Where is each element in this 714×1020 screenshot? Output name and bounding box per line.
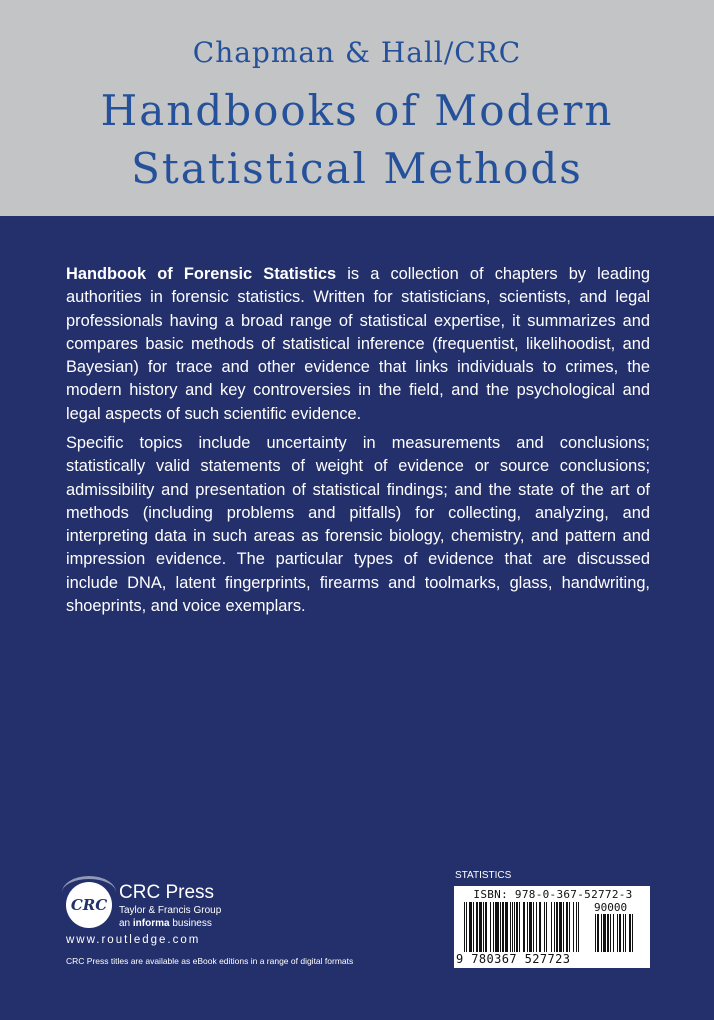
barcode-bar [512,902,513,952]
barcode-bar [625,914,626,952]
publisher-group: Taylor & Francis Group [119,905,222,916]
business-suffix: business [169,918,212,929]
barcode-bar [523,902,525,952]
barcode-bar [578,902,579,952]
book-category: STATISTICS [455,870,512,881]
description-paragraph-1 [66,263,650,426]
barcode-bar [607,914,609,952]
barcode-bar [490,902,491,952]
barcode-bar [601,914,602,952]
cover-header-band [0,0,714,216]
barcode-bar [576,902,577,952]
description-paragraph-1-text: is a collection of chapters by leading authorities in forensic statistics. Written for statisticians, scientists, and legal professionals having a broad range of statistical expertise, it summarizes and compares basic methods of statistical inference (frequentist, likelihoodist, and Bayesian) for trace and other evidence that links individuals to crimes, the modern history and key controversies in the field, and the psychological and legal aspects of such scientific evidence. [66,265,650,423]
publisher-business [119,918,212,929]
barcode-bar [505,902,508,952]
publisher-website: www.routledge.com [66,934,201,946]
ean-digits: 9 780367 527723 [456,952,571,966]
barcode-bar [610,914,611,952]
book-title: Handbook of Forensic Statistics [66,265,337,283]
series-publisher: Chapman & Hall/CRC [192,36,522,69]
barcode-bar [466,902,467,952]
barcode-bar [495,902,499,952]
barcode-bar [573,902,574,952]
barcode-bar [476,902,478,952]
barcode-bar [510,902,511,952]
barcode-bar [529,902,532,952]
barcode-bar [603,914,606,952]
crc-logo-text: CRC [70,896,108,914]
barcode-bar [485,902,487,952]
barcode-bar [559,902,562,952]
business-brand: informa [132,918,170,929]
addon-barcode-bars [595,914,645,964]
business-prefix: an [119,918,133,929]
barcode-bar [619,914,621,952]
barcode-bar [533,902,534,952]
isbn-barcode [454,886,650,968]
barcode-bar [566,902,568,952]
barcode-bar [546,902,547,952]
barcode-bar [493,902,494,952]
barcode-bar [514,902,515,952]
barcode-bar [613,914,614,952]
barcode-bar [539,902,541,952]
barcode-bar [632,914,633,952]
barcode-bar [563,902,564,952]
barcode-bar [536,902,537,952]
barcode-bar [617,914,618,952]
barcode-bar [464,902,465,952]
barcode-bar [556,902,558,952]
barcode-bar [479,902,482,952]
series-title-line-1: Handbooks of Modern [100,86,614,135]
barcode-bar [597,914,599,952]
barcode-bar [595,914,596,952]
crc-logo-icon [66,882,112,928]
barcode-bar [569,902,570,952]
barcode-bar [551,902,552,952]
barcode-bar [516,902,518,952]
barcode-bar [500,902,501,952]
barcode-bar [473,902,474,952]
barcode-bar [519,902,520,952]
barcode-bar [629,914,631,952]
barcode-bar [502,902,504,952]
barcode-bar [527,902,528,952]
barcode-bar [483,902,484,952]
isbn-number: ISBN: 978-0-367-52772-3 [473,888,633,901]
barcode-bar [554,902,555,952]
price-code: 90000 [594,901,628,914]
ebook-note: CRC Press titles are available as eBook editions in a range of digital formats [66,956,354,966]
barcode-bar [469,902,472,952]
description-paragraph-2: Specific topics include uncertainty in measurements and conclusions; statistically valid statements of weight of evidence or source conclusions; admissibility and presentation of statistical findings; and the state of the art of methods (including problems and pitfalls) for collecting, analyzing, and interpreting data in such areas as forensic biology, chemistry, and pattern and impression evidence. The particular types of evidence that are discussed include DNA, latent fingerprints, firearms and toolmarks, glass, handwriting, shoeprints, and voice exemplars. [66,434,650,616]
publisher-name: CRC Press [119,882,215,903]
series-title-line-2: Statistical Methods [131,144,583,193]
barcode-bar [544,902,545,952]
ean-barcode-bars [464,902,592,952]
barcode-bar [623,914,624,952]
